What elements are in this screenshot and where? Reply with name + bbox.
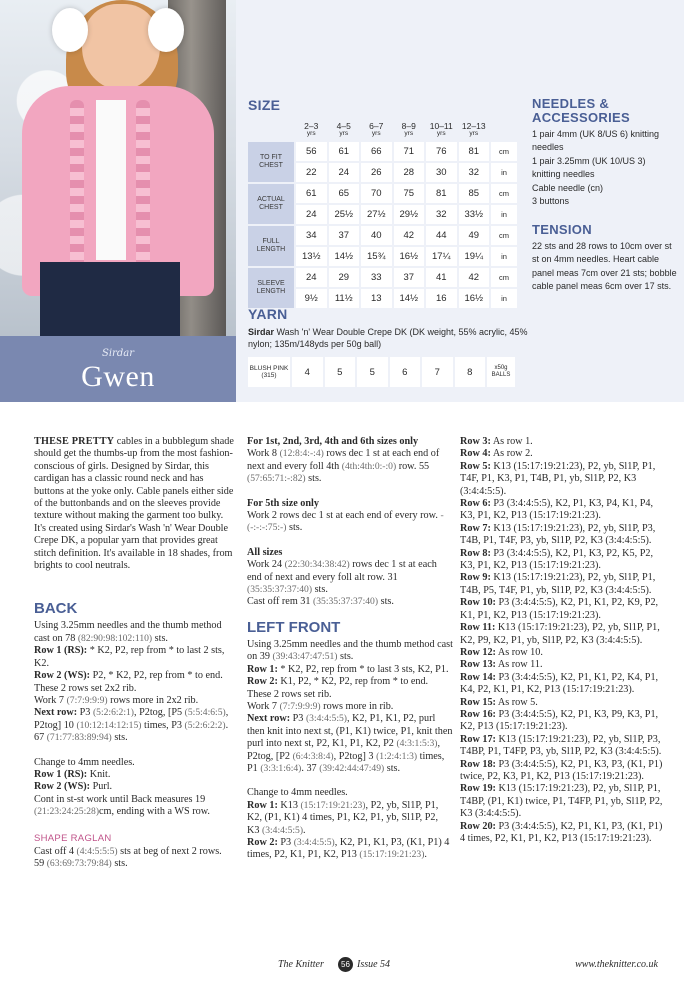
pattern-row: Row 17: K13 (15:17:19:21:23), P2, yb, Sl1P, P3, T4BP, P1, T4FP, P3, yb, Sl1P, P2, K3 (3:4:4:5:5). — [460, 733, 662, 758]
pattern-row: Row 15: As row 5. — [460, 696, 538, 708]
size-value: 65 — [329, 184, 360, 203]
back-rib-work: Work 7 (7:7:9:9:9) rows more in 2x2 rib. — [34, 694, 199, 706]
size-value: 17¼ — [426, 247, 457, 266]
brand-name: Sirdar — [102, 348, 134, 359]
tension-text: 22 sts and 28 rows to 10cm over st st on 4mm needles. Heart cable panel meas 7cm over 21 sts; bobble cable panel meas 6cm over 17 sts. — [532, 241, 677, 292]
white-top — [96, 100, 126, 260]
unit-label: in — [491, 289, 517, 308]
size-value: 34 — [296, 226, 327, 245]
pattern-row: Row 12: As row 10. — [460, 646, 543, 658]
size-value: 76 — [426, 142, 457, 161]
yarn-unit: x50g BALLS — [487, 357, 515, 387]
measurement-label: SLEEVE LENGTH — [248, 268, 294, 308]
pattern-row: Row 4: As row 2. — [460, 448, 533, 460]
title-band — [0, 336, 236, 402]
size-value: 29½ — [394, 205, 425, 224]
pattern-row: Row 13: As row 11. — [460, 659, 543, 671]
sizes-text: Work 8 (12:8:4:-:4) rows dec 1 st at each end of next and every foll 4th (4th:4th:0:-:0) row. 55 (57:65:71:-:82) sts. — [247, 448, 440, 485]
back-rib-set: These 2 rows set 2x2 rib. — [34, 682, 137, 694]
pattern-row: Row 9: K13 (15:17:19:21:23), P2, yb, Sl1P, P1, T4B, P5, T4F, P1, yb, Sl1P, P2, K3 (3:4:4:5:5). — [460, 572, 656, 596]
back-st-row-2: Row 2 (WS): Purl. — [34, 781, 113, 793]
age-header: 6–7 yrs — [369, 121, 384, 137]
sizes-heading: For 1st, 2nd, 3rd, 4th and 6th sizes only — [247, 436, 419, 447]
size-heading: SIZE — [248, 97, 281, 113]
size-row — [248, 226, 517, 245]
size-value: 37 — [394, 268, 425, 287]
pattern-row: Row 18: P3 (3:4:4:5:5), K2, P1, K3, P3, (K1, P1) twice, P2, K3, P1, K2, P13 (15:17:19:21:23). — [460, 758, 663, 782]
column-3 — [460, 436, 666, 845]
size-value: 61 — [296, 184, 327, 203]
website-link[interactable]: www.theknitter.co.uk — [575, 959, 658, 970]
size-value: 27½ — [361, 205, 392, 224]
size-value: 22 — [296, 163, 327, 182]
size-value: 37 — [329, 226, 360, 245]
lf-next-row: Next row: P3 (3:4:4:5:5), K2, P1, K1, P2, purl then knit into next st, (P1, K1) twice, P1, knit then purl into next st, P2, K1, P1, K2, P2 (4:3:1:5:3), P2tog, [P2 (6:4:3:8:4), P2tog] 3 (1:2:4:1:3) times, P1 (3:3:1:6:4). 37 (39:42:44:47:49) sts. — [247, 713, 453, 774]
size-value: 71 — [394, 142, 425, 161]
back-cast-on: Using 3.25mm needles and the thumb method cast on 78 (82:90:98:102:110) sts. — [34, 620, 222, 644]
yarn-qty: 8 — [455, 357, 486, 387]
age-header: 10–11 yrs — [429, 121, 453, 137]
unit-label: in — [491, 247, 517, 266]
all-sizes-heading: All sizes — [247, 546, 283, 558]
age-header: 12–13 yrs — [461, 121, 486, 137]
measurement-label: FULL LENGTH — [248, 226, 294, 266]
unit-label: in — [491, 163, 517, 182]
pattern-row: Row 16: P3 (3:4:4:5:5), K2, P1, K3, P9, K3, P1, K2, P13 (15:17:19:21:23). — [460, 708, 659, 733]
size-value: 32 — [426, 205, 457, 224]
lf-st-row-2: Row 2: P3 (3:4:4:5:5), K2, P1, K1, P3, (K1, P1) 4 times, P2, K1, P1, K2, P13 (15:17:19:21:23). — [247, 836, 450, 861]
lf-st-row-1: Row 1: K13 (15:17:19:21:23), P2, yb, Sl1P, P1, K2, (P1, K1) 4 times, P1, K2, P1, yb, Sl1P, P2, K3 (3:4:4:5:5). — [247, 799, 439, 836]
all-sizes-text: Work 24 (22:30:34:38:42) rows dec 1 st at each end of next and every foll alt row. 31 (35:35:37:37:40) sts. — [247, 559, 437, 596]
size-value: 49 — [459, 226, 490, 245]
size-value: 16 — [426, 289, 457, 308]
size-value: 66 — [361, 142, 392, 161]
unit-label: cm — [491, 184, 517, 203]
size-value: 33½ — [459, 205, 490, 224]
back-row-1: Row 1 (RS): * K2, P2, rep from * to last 2 sts, K2. — [34, 645, 225, 669]
size-value: 30 — [426, 163, 457, 182]
size-value: 75 — [394, 184, 425, 203]
model-photo — [0, 0, 236, 336]
size-value: 19¼ — [459, 247, 490, 266]
issue-number: Issue 54 — [357, 959, 391, 970]
column-2 — [247, 436, 453, 862]
needles-list — [532, 128, 672, 208]
back-row-2: Row 2 (WS): P2, * K2, P2, rep from * to end. — [34, 670, 223, 682]
pattern-title: Gwen — [81, 360, 155, 393]
fifth-size-text: Work 2 rows dec 1 st at each end of every row. -(-:-:-:75:-) sts. — [247, 510, 444, 534]
size-row — [248, 142, 517, 161]
size-value: 40 — [361, 226, 392, 245]
size-value: 16½ — [459, 289, 490, 308]
cast-off-text: Cast off rem 31 (35:35:37:37:40) sts. — [247, 596, 394, 608]
column-1 — [34, 436, 234, 871]
yarn-qty: 6 — [390, 357, 421, 387]
size-value: 25½ — [329, 205, 360, 224]
back-heading: BACK — [34, 600, 78, 618]
size-table — [246, 118, 519, 310]
yarn-qty: 7 — [422, 357, 453, 387]
pattern-row: Row 14: P3 (3:4:4:5:5), K2, P1, K1, P2, K4, P1, K4, P2, K1, P1, K2, P13 (15:17:19:21:23). — [460, 671, 659, 696]
size-value: 44 — [426, 226, 457, 245]
unit-label: cm — [491, 142, 517, 161]
size-header-row — [248, 120, 517, 140]
model-face — [82, 4, 160, 90]
earmuff-left — [52, 8, 88, 52]
intro-paragraph: THESE PRETTY cables in a bubblegum shade should get the thumbs-up from the most fashion-conscious of girls. Designed by Sirdar, this cardigan has a classic round neck and has buttons at the yoke only. Cable panels either side of the buttonbands and on the sleeves provide texture without making the garment too bulky. It's created using Sirdar's Wash 'n' Wear Double Crepe DK, a popular yarn that provides great stitch definition. It's available in 18 shades, from brights to cool neutrals. — [34, 436, 234, 572]
pattern-row: Row 3: As row 1. — [460, 436, 533, 447]
size-value: 15¾ — [361, 247, 392, 266]
size-value: 32 — [459, 163, 490, 182]
fifth-size-heading: For 5th size only — [247, 497, 319, 509]
pattern-row: Row 11: K13 (15:17:19:21:23), P2, yb, Sl1P, P1, K2, P9, K2, P1, yb, Sl1P, P2, K3 (3:4:4:5:5). — [460, 622, 660, 646]
size-value: 81 — [426, 184, 457, 203]
age-header: 2–3 yrs — [304, 121, 319, 137]
lf-cast-on: Using 3.25mm needles and the thumb method cast on 39 (39:43:47:47:51) sts. — [247, 638, 453, 663]
earmuff-right — [148, 8, 184, 52]
size-value: 41 — [426, 268, 457, 287]
age-header: 8–9 yrs — [401, 121, 416, 137]
size-value: 42 — [459, 268, 490, 287]
yarn-description: Sirdar Wash 'n' Wear Double Crepe DK (DK weight, 55% acrylic, 45% nylon; 135m/148yds per 50g ball) — [248, 327, 528, 349]
size-value: 11½ — [329, 289, 360, 308]
left-front-heading: LEFT FRONT — [247, 618, 341, 636]
size-value: 85 — [459, 184, 490, 203]
pattern-row: Row 20: P3 (3:4:4:5:5), K2, P1, K1, P3, (K1, P1) 4 times, P2, K1, P1, K2, P13 (15:17:19:21:23). — [460, 820, 663, 844]
back-st-row-1: Row 1 (RS): Knit. — [34, 768, 111, 780]
needles-item: Cable needle (cn) — [532, 182, 604, 193]
needles-item: 3 buttons — [532, 196, 570, 207]
size-value: 33 — [361, 268, 392, 287]
pattern-row: Row 5: K13 (15:17:19:21:23), P2, yb, Sl1P, P1, T4F, P1, K3, P1, T4B, P1, yb, Sl1P, P2, K3 (3:4:4:5:5). — [460, 460, 656, 497]
info-panel — [236, 0, 684, 402]
size-value: 24 — [329, 163, 360, 182]
lf-rib-set: These 2 rows set rib. — [247, 688, 332, 700]
age-header: 4–5 yrs — [336, 121, 351, 137]
needles-item: 1 pair 4mm (UK 8/US 6) knitting needles — [532, 129, 660, 153]
yarn-shade-label: BLUSH PINK (315) — [248, 357, 290, 387]
back-raglan: Cast off 4 (4:4:5:5:5) sts at beg of next 2 rows. 59 (63:69:73:79:84) sts. — [34, 845, 222, 870]
shape-raglan-heading: SHAPE RAGLAN — [34, 832, 112, 844]
yarn-qty: 5 — [325, 357, 356, 387]
unit-label: in — [491, 205, 517, 224]
size-value: 70 — [361, 184, 392, 203]
magazine-name: The Knitter — [278, 959, 324, 970]
size-value: 13 — [361, 289, 392, 308]
pattern-row: Row 7: K13 (15:17:19:21:23), P2, yb, Sl1P, P3, T4B, P1, T4F, P3, yb, Sl1P, P2, K3 (3:4:4:5:5). — [460, 522, 656, 547]
yarn-qty: 5 — [357, 357, 388, 387]
size-value: 26 — [361, 163, 392, 182]
pattern-row: Row 19: K13 (15:17:19:21:23), P2, yb, Sl1P, P1, T4BP, (P1, K1) twice, P1, T4FP, P1, yb, Sl1P, P2, K3 (3:4:4:5:5). — [460, 783, 663, 820]
pattern-row: Row 10: P3 (3:4:4:5:5), K2, P1, K1, P2, K9, P2, K1, P1, K2, P13 (15:17:19:21:23). — [460, 597, 659, 621]
size-value: 61 — [329, 142, 360, 161]
back-change-needles: Change to 4mm needles. — [34, 756, 135, 768]
lf-row-2: Row 2: K1, P2, * K2, P2, rep from * to end. — [247, 676, 429, 688]
size-value: 24 — [296, 205, 327, 224]
needles-item: 1 pair 3.25mm (UK 10/US 3) knitting needles — [532, 155, 646, 180]
measurement-label: TO FIT CHEST — [248, 142, 294, 182]
yarn-table — [246, 355, 517, 389]
size-value: 13½ — [296, 247, 327, 266]
lf-rib-work: Work 7 (7:7:9:9:9) rows more in rib. — [247, 700, 394, 712]
back-continue: Cont in st-st work until Back measures 19 (21:23:24:25:28)cm, ending with a WS row. — [34, 793, 210, 818]
lf-row-1: Row 1: * K2, P2, rep from * to last 3 sts, K2, P1. — [247, 663, 449, 675]
yarn-qty: 4 — [292, 357, 323, 387]
size-row — [248, 268, 517, 287]
needles-heading: NEEDLES & ACCESSORIES — [532, 96, 630, 125]
size-value: 24 — [296, 268, 327, 287]
size-value: 9½ — [296, 289, 327, 308]
measurement-label: ACTUAL CHEST — [248, 184, 294, 224]
size-value: 29 — [329, 268, 360, 287]
tension-heading: TENSION — [532, 222, 592, 237]
size-value: 14½ — [329, 247, 360, 266]
pattern-row: Row 8: P3 (3:4:4:5:5), K2, P1, K3, P2, K5, P2, K3, P1, K2, P13 (15:17:19:21:23). — [460, 547, 654, 572]
size-row — [248, 184, 517, 203]
jeans — [40, 262, 180, 336]
page-number: 56 — [338, 957, 353, 972]
back-next-row: Next row: P3 (5:2:6:2:1), P2tog, [P5 (5:5:4:6:5), P2tog] 10 (10:12:14:12:15) times, P3 (5:2:6:2:2). 67 (71:77:83:89:94) sts. — [34, 707, 229, 744]
size-value: 14½ — [394, 289, 425, 308]
size-value: 81 — [459, 142, 490, 161]
size-value: 28 — [394, 163, 425, 182]
yarn-heading: YARN — [248, 306, 288, 322]
size-value: 42 — [394, 226, 425, 245]
lf-change-needles: Change to 4mm needles. — [247, 787, 348, 799]
unit-label: cm — [491, 226, 517, 245]
yarn-row — [248, 357, 515, 387]
page-footer — [0, 957, 684, 977]
size-value: 16½ — [394, 247, 425, 266]
size-value: 56 — [296, 142, 327, 161]
unit-label: cm — [491, 268, 517, 287]
pattern-row: Row 6: P3 (3:4:4:5:5), K2, P1, K3, P4, K1, P4, K3, P1, K2, P13 (15:17:19:21:23). — [460, 498, 654, 522]
